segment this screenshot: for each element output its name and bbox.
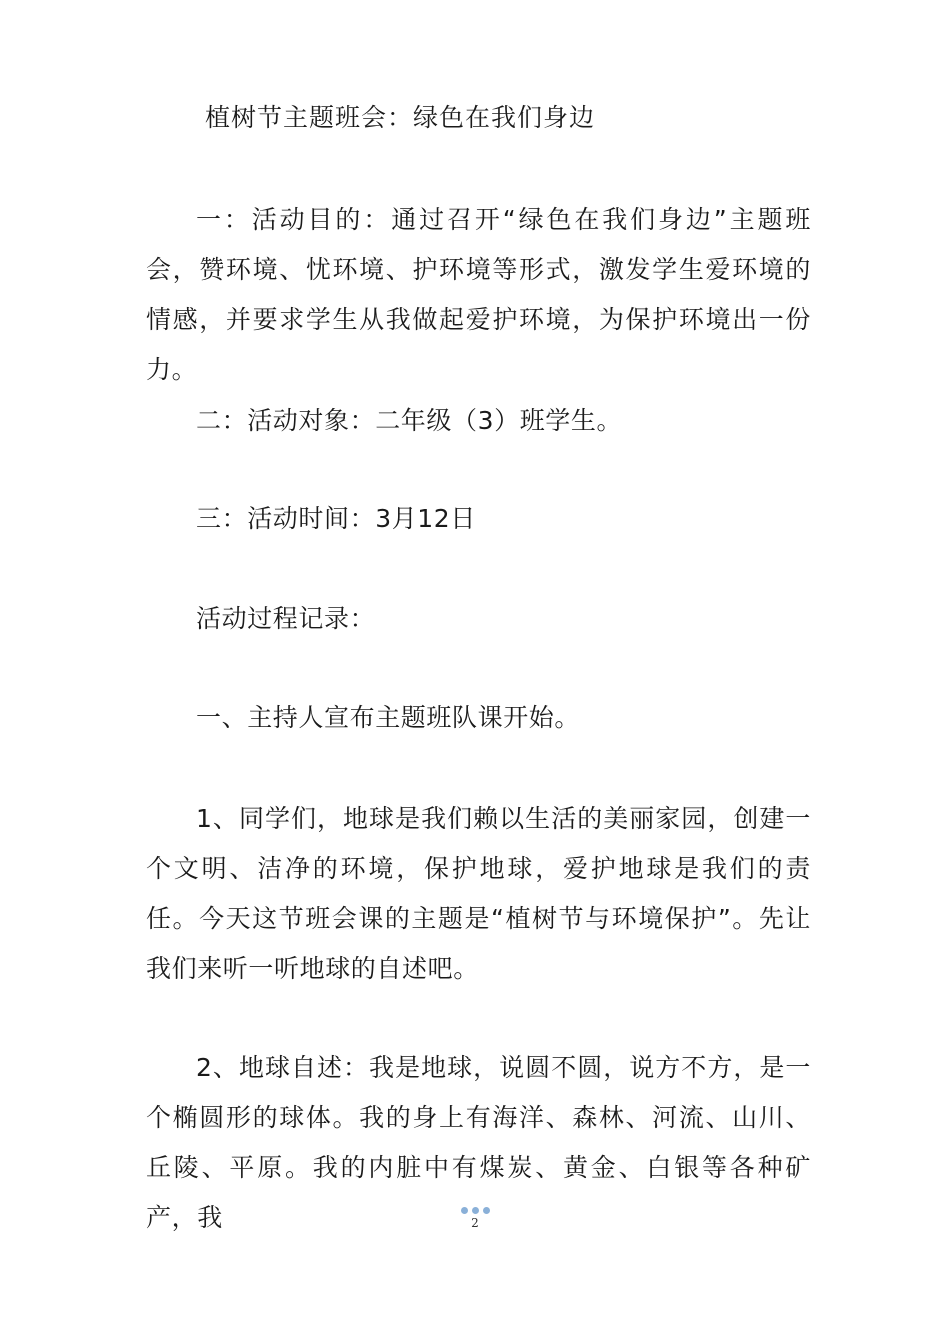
document-title: 植树节主题班会：绿色在我们身边: [205, 103, 596, 132]
paragraph-item-1: 1、同学们，地球是我们赖以生活的美丽家园，创建一个文明、洁净的环境，保护地球，爱护地球是我们的责任。今天这节班会课的主题是“植树节与环境保护”。先让我们来听一听地球的自述吧。: [146, 804, 811, 983]
dot-icon: [461, 1207, 468, 1214]
page-number: 2: [471, 1216, 479, 1230]
paragraph-process-heading: 活动过程记录：: [196, 604, 376, 633]
paragraph-purpose: 一：活动目的：通过召开“绿色在我们身边”主题班会，赞环境、忧环境、护环境等形式，激发学生爱环境的情感，并要求学生从我做起爱护环境，为保护环境出一份力。: [146, 205, 811, 384]
paragraph-item-2: 2、地球自述：我是地球，说圆不圆，说方不方，是一个椭圆形的球体。我的身上有海洋、森林、河流、山川、丘陵、平原。我的内脏中有煤炭、黄金、白银等各种矿产，我: [146, 1053, 811, 1232]
paragraph-time: 三：活动时间：3月12日: [196, 504, 476, 533]
dot-icon: [472, 1207, 479, 1214]
paragraph-step-one: 一、主持人宣布主题班队课开始。: [196, 703, 581, 732]
dot-icon: [483, 1207, 490, 1214]
page-more-indicator: [0, 1200, 950, 1214]
paragraph-participants: 二：活动对象：二年级（3）班学生。: [196, 406, 623, 435]
